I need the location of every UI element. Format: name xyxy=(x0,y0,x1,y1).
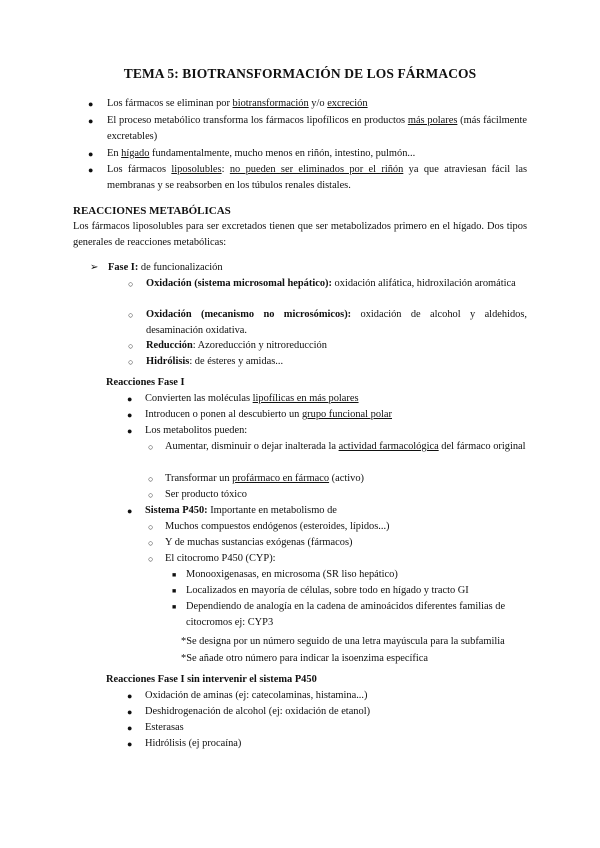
circle-icon: ○ xyxy=(148,538,154,548)
list-item: Ser producto tóxico xyxy=(165,489,247,500)
square-icon: ■ xyxy=(172,587,177,595)
bullet-icon: ● xyxy=(127,394,133,404)
text: Reducción xyxy=(146,340,193,351)
list-item: El citocromo P450 (CYP): xyxy=(165,553,276,564)
text: no pueden ser eliminados por el riñón xyxy=(229,164,404,175)
list-item: Los metabolitos pueden: xyxy=(145,425,248,436)
text: Introducen o ponen al descubierto un xyxy=(145,409,302,420)
square-icon: ■ xyxy=(172,603,177,611)
text: Fase I: xyxy=(108,262,139,273)
text: (activo) xyxy=(329,473,364,484)
text: grupo funcional polar xyxy=(301,409,392,420)
circle-icon: ○ xyxy=(128,357,134,367)
bullet-icon: ● xyxy=(88,149,94,159)
square-icon: ■ xyxy=(172,571,177,579)
list-item: Esterasas xyxy=(145,722,184,733)
text: ya que atraviesan fácil las membranas y se reabsorben en los túbulos renales distales. xyxy=(107,164,527,191)
circle-icon: ○ xyxy=(148,490,154,500)
bullet-icon: ● xyxy=(127,723,133,733)
bullet-icon: ● xyxy=(127,707,133,717)
text: de funcionalización xyxy=(138,262,223,273)
circle-icon: ○ xyxy=(128,310,134,320)
text: del fármaco original xyxy=(438,441,526,452)
text: Aumentar, disminuir o dejar inalterada la xyxy=(165,441,339,452)
text: Transformar un xyxy=(165,473,233,484)
page-title: TEMA 5: BIOTRANSFORMACIÓN DE LOS FÁRMACOS xyxy=(123,66,477,81)
note-line: *Se designa por un número seguido de una letra mayúscula para la subfamilia xyxy=(181,636,505,647)
text: y/o xyxy=(308,98,328,109)
text: Sistema P450: xyxy=(145,505,208,516)
subsection-heading: Reacciones Fase I sin intervenir el sistema P450 xyxy=(106,674,317,685)
list-item: Muchos compuestos endógenos (esteroides, lípidos...) xyxy=(165,521,390,532)
text: : xyxy=(221,164,230,175)
list-item xyxy=(165,439,527,455)
text: liposolubles xyxy=(171,164,222,175)
text: fundamentalmente, mucho menos en riñón, intestino, pulmón... xyxy=(149,148,416,159)
text: actividad farmacológica xyxy=(338,441,439,452)
bullet-icon: ● xyxy=(127,691,133,701)
circle-icon: ○ xyxy=(128,279,134,289)
text: excreción xyxy=(327,98,368,109)
text: : Azoreducción y nitroreducción xyxy=(192,340,327,351)
fase1-item xyxy=(146,338,527,354)
list-item: Deshidrogenación de alcohol (ej: oxidación de etanol) xyxy=(145,706,371,717)
text: Los fármacos xyxy=(107,164,172,175)
fase1-line xyxy=(108,260,223,276)
bullet-icon: ● xyxy=(127,739,133,749)
intro-line-3 xyxy=(107,146,527,162)
fase1-item xyxy=(146,307,527,339)
text: (más fácilmente excretables) xyxy=(107,115,527,142)
list-item xyxy=(165,471,364,487)
list-item: Dependiendo de analogía en la cadena de aminoácidos diferentes familias de citocromos ej: CYP3 xyxy=(186,601,506,628)
text: Hidrólisis xyxy=(146,356,190,367)
bullet-icon: ● xyxy=(127,506,133,516)
fase1-item xyxy=(146,354,527,370)
text: oxidación de alcohol y aldehidos, desaminación oxidativa. xyxy=(146,309,527,336)
text: En xyxy=(107,148,122,159)
text: El proceso metabólico transforma los fármacos lipofílicos en productos xyxy=(107,115,408,126)
note-line: *Se añade otro número para indicar la isoenzima específica xyxy=(181,653,428,664)
circle-icon: ○ xyxy=(148,442,154,452)
list-item: Monooxigenasas, en microsoma (SR liso hepático) xyxy=(186,569,398,580)
list-item xyxy=(145,503,337,519)
fase1-item xyxy=(146,276,527,292)
text: : de ésteres y amidas... xyxy=(189,356,284,367)
text: hígado xyxy=(121,148,150,159)
section-paragraph: Los fármacos liposolubles para ser excretados tienen que ser metabolizados primero en el hígado. Dos tipos generales de reacciones metabólicas: xyxy=(73,221,527,248)
arrow-icon: ➢ xyxy=(90,262,99,273)
bullet-icon: ● xyxy=(127,410,133,420)
bullet-icon: ● xyxy=(127,426,133,436)
list-item xyxy=(145,407,392,423)
intro-line-4 xyxy=(107,162,527,194)
list-item xyxy=(145,391,359,407)
list-item: Oxidación de aminas (ej: catecolaminas, histamina...) xyxy=(145,690,368,701)
list-item: Y de muchas sustancias exógenas (fármacos) xyxy=(165,537,353,548)
bullet-icon: ● xyxy=(88,165,94,175)
circle-icon: ○ xyxy=(148,474,154,484)
text: lipofílicas en más polares xyxy=(252,393,359,404)
text: oxidación alifática, hidroxilación aromática xyxy=(331,278,516,289)
circle-icon: ○ xyxy=(148,554,154,564)
text: profármaco en fármaco xyxy=(232,473,330,484)
list-item: Localizados en mayoría de células, sobre todo en hígado y tracto GI xyxy=(186,585,469,596)
list-item: Hidrólisis (ej procaína) xyxy=(145,738,242,749)
subsection-heading: Reacciones Fase I xyxy=(106,377,185,388)
text: Los fármacos se eliminan por xyxy=(107,98,233,109)
text: Convierten las moléculas xyxy=(145,393,253,404)
text: Oxidación (sistema microsomal hepático): xyxy=(146,278,332,289)
bullet-icon: ● xyxy=(88,116,94,126)
circle-icon: ○ xyxy=(128,341,134,351)
text: Importante en metabolismo de xyxy=(207,505,337,516)
text: más polares xyxy=(407,115,458,126)
text: Oxidación (mecanismo no microsómicos): xyxy=(146,309,352,320)
text: biotransformación xyxy=(232,98,309,109)
intro-line-1 xyxy=(107,96,527,112)
section-heading: REACCIONES METABÓLICAS xyxy=(73,205,231,217)
bullet-icon: ● xyxy=(88,99,94,109)
intro-line-2 xyxy=(107,113,527,145)
circle-icon: ○ xyxy=(148,522,154,532)
